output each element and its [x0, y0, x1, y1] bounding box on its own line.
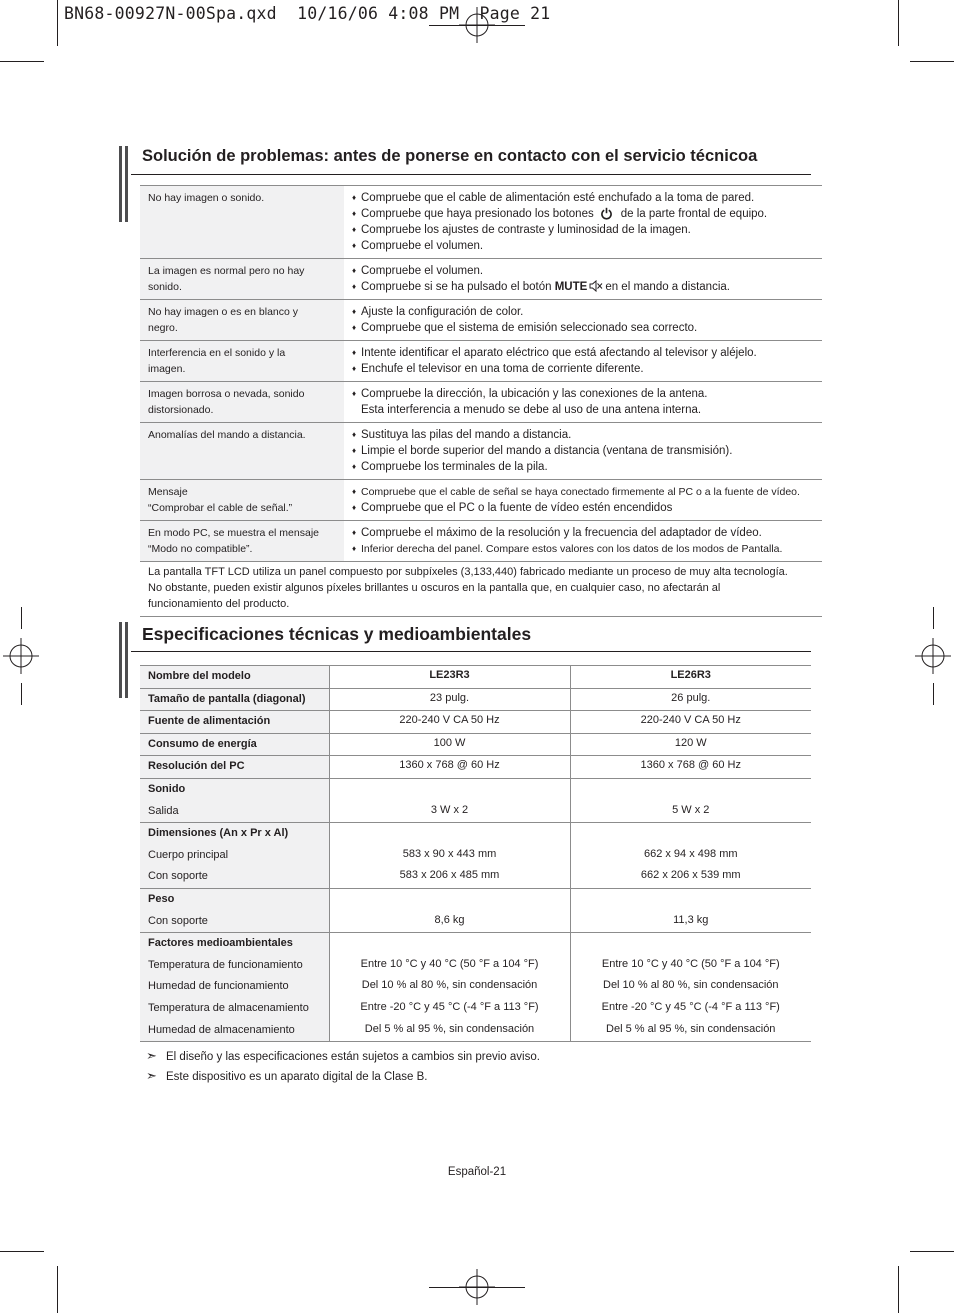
spec-label-cell: [140, 756, 329, 779]
spec-value: 8,6 kg: [434, 913, 465, 926]
page-number: Español-21: [447, 1166, 507, 1178]
spec-value: 1360 x 768 @ 60 Hz: [640, 759, 741, 772]
table-row: [140, 933, 811, 1042]
problem-text: “Modo no compatible”.: [148, 543, 253, 555]
spec-value: 3 W x 2: [430, 803, 469, 816]
spec-label-cell: [140, 711, 329, 734]
table-row: [140, 756, 811, 779]
bullet: ♦: [352, 503, 357, 512]
spec-value-cell: [329, 778, 570, 822]
crop-mark: [57, 1266, 58, 1313]
spec-label-cell: [140, 688, 329, 711]
bullet: ♦: [352, 307, 357, 316]
solution-text: Compruebe la dirección, la ubicación y las conexiones de la antena.: [361, 388, 708, 400]
footnote-text: El diseño y las especificaciones están sujetos a cambios sin previo aviso.: [166, 1051, 540, 1063]
spec-value-cell: [329, 888, 570, 932]
spec-value-cell: [329, 666, 570, 689]
table-row: [140, 259, 822, 300]
bullet: ♦: [352, 225, 357, 234]
solution-text: Compruebe el máximo de la resolución y la frecuencia del adaptador de vídeo.: [361, 527, 762, 539]
crop-mark: [21, 683, 22, 705]
problem-cell: [140, 341, 344, 382]
spec-value: 220-240 V CA 50 Hz: [640, 714, 741, 727]
spec-value-cell: [329, 756, 570, 779]
spec-value: 583 x 90 x 443 mm: [402, 847, 497, 860]
spec-label-cell: [140, 733, 329, 756]
solution-cell: [344, 480, 822, 521]
problem-text: En modo PC, se muestra el mensaje: [148, 527, 319, 539]
solution-text: Compruebe que haya presionado los botones: [361, 208, 594, 220]
spec-value: 26 pulg.: [671, 691, 711, 704]
spec-value: Del 10 % al 80 %, sin condensación: [603, 979, 779, 992]
spec-value-cell: [329, 823, 570, 889]
spec-value-cell: [570, 823, 811, 889]
footnote: [146, 1068, 540, 1088]
solution-text: Compruebe que el sistema de emisión seleccionado sea correcto.: [361, 322, 698, 334]
arrow-icon: ➣: [146, 1068, 157, 1083]
bullet: ♦: [352, 430, 357, 439]
footnote: [146, 1048, 540, 1068]
model-le26r3: LE26R3: [670, 669, 711, 681]
crop-mark: [910, 61, 954, 62]
problem-text: distorsionado.: [148, 404, 214, 416]
table-row: [140, 733, 811, 756]
note-line: No obstante, pueden existir algunos píxeles brillantes u oscuros en la pantalla que, en cualquier caso, no afectarán al: [148, 582, 721, 594]
crop-mark: [910, 1251, 954, 1252]
table-row: [140, 480, 822, 521]
table-row: [140, 823, 811, 889]
table-row: [140, 521, 822, 562]
spec-value: 662 x 94 x 498 mm: [643, 847, 738, 860]
problem-text: imagen.: [148, 363, 186, 375]
spec-label-cell: [140, 823, 329, 889]
spec-value-cell: [329, 733, 570, 756]
problem-text: No hay imagen o sonido.: [148, 192, 265, 204]
spec-value: 5 W x 2: [672, 803, 710, 816]
troubleshooting-title: Solución de problemas: antes de ponerse en contacto con el servicio técnicoa: [142, 147, 758, 165]
crop-mark: [933, 683, 934, 705]
spec-value-cell: [570, 778, 811, 822]
solution-text: Compruebe si se ha pulsado el botón: [361, 281, 552, 293]
section-rule: [131, 174, 811, 175]
crop-mark: [57, 0, 58, 46]
mute-label: MUTE: [554, 281, 588, 293]
spec-value: 220-240 V CA 50 Hz: [399, 714, 500, 727]
bullet: ♦: [352, 282, 357, 291]
spec-value: Entre -20 °C y 45 °C (-4 °F a 113 °F): [360, 1000, 539, 1013]
spec-value: Entre 10 °C y 40 °C (50 °F a 104 °F): [360, 957, 539, 970]
footnotes: [146, 1048, 540, 1088]
solution-text: en el mando a distancia.: [605, 281, 730, 293]
section-bar: [119, 622, 122, 698]
registration-mark-icon: [3, 638, 39, 674]
spec-value: 11,3 kg: [673, 913, 709, 926]
spec-label: Humedad de almacenamiento: [148, 1023, 295, 1036]
registration-mark-icon: [459, 1269, 495, 1305]
solution-text: Compruebe el volumen.: [361, 240, 484, 252]
footnote-text: Este dispositivo es un aparato digital de la Clase B.: [166, 1071, 428, 1083]
spec-group-heading: Sonido: [148, 782, 186, 795]
problem-cell: [140, 259, 344, 300]
solution-cell: [344, 300, 822, 341]
spec-value: 583 x 206 x 485 mm: [399, 869, 500, 882]
spec-value: Del 5 % al 95 %, sin condensación: [364, 1022, 535, 1035]
spec-value-cell: [329, 688, 570, 711]
solution-text: Intente identificar el aparato eléctrico que está afectando al televisor y aléjelo.: [361, 347, 757, 359]
problem-text: sonido.: [148, 281, 182, 293]
note-line: funcionamiento del producto.: [148, 598, 290, 610]
spec-group-heading: Factores medioambientales: [148, 937, 293, 950]
crop-mark: [0, 61, 44, 62]
problem-text: Imagen borrosa o nevada, sonido: [148, 388, 305, 400]
model-le23r3: LE23R3: [429, 669, 470, 681]
spec-value: Entre -20 °C y 45 °C (-4 °F a 113 °F): [601, 1000, 780, 1013]
bullet: ♦: [352, 528, 357, 537]
solution-cell: [344, 521, 822, 562]
spec-label: Temperatura de almacenamiento: [148, 1001, 309, 1014]
crop-mark: [0, 1251, 44, 1252]
solution-text: Compruebe que el cable de señal se haya conectado firmemente al PC o a la fuente de vídeo.: [361, 486, 800, 498]
bullet: ♦: [352, 487, 357, 496]
solution-cell: [344, 186, 822, 259]
table-row: [140, 666, 811, 689]
spec-value: 23 pulg.: [429, 691, 470, 704]
problem-text: La imagen es normal pero no hay: [148, 265, 305, 277]
crop-mark: [898, 0, 899, 46]
solution-text: Compruebe que el cable de alimentación esté enchufado a la toma de pared.: [361, 192, 755, 204]
spec-label: Fuente de alimentación: [148, 715, 271, 728]
spec-value-cell: [570, 666, 811, 689]
table-row: [140, 711, 811, 734]
spec-label: Cuerpo principal: [148, 848, 229, 861]
spec-value: 662 x 206 x 539 mm: [640, 869, 741, 882]
bullet: ♦: [352, 446, 357, 455]
bullet: ♦: [352, 209, 357, 218]
spec-label-cell: [140, 666, 329, 689]
section-bar: [125, 622, 128, 698]
solution-text: de la parte frontal de equipo.: [620, 208, 768, 220]
spec-value-cell: [570, 733, 811, 756]
bullet: ♦: [352, 266, 357, 275]
spec-label: Resolución del PC: [148, 760, 245, 773]
problem-cell: [140, 423, 344, 480]
spec-value-cell: [570, 756, 811, 779]
bullet: ♦: [352, 323, 357, 332]
solution-cell: [344, 423, 822, 480]
spec-value-cell: [570, 688, 811, 711]
spec-value-cell: [570, 888, 811, 932]
spec-value: Entre 10 °C y 40 °C (50 °F a 104 °F): [601, 957, 780, 970]
crop-mark: [933, 607, 934, 629]
mute-icon: [589, 280, 603, 292]
spec-label-cell: [140, 933, 329, 1042]
problem-text: No hay imagen o es en blanco y: [148, 306, 299, 318]
spec-value-cell: [329, 711, 570, 734]
arrow-icon: ➣: [146, 1048, 157, 1063]
spec-group-heading: Dimensiones (An x Pr x Al): [148, 827, 289, 840]
bullet: ♦: [352, 241, 357, 250]
model-name-label: Nombre del modelo: [148, 670, 251, 682]
spec-label: Con soporte: [148, 914, 208, 927]
spec-value-cell: [570, 711, 811, 734]
solution-text: Compruebe los ajustes de contraste y luminosidad de la imagen.: [361, 224, 691, 236]
problem-cell: [140, 521, 344, 562]
specs-table: [140, 665, 811, 1042]
solution-text: Limpie el borde superior del mando a distancia (ventana de transmisión).: [361, 445, 733, 457]
crop-mark: [898, 1266, 899, 1313]
bullet: ♦: [352, 544, 357, 553]
bullet: ♦: [352, 462, 357, 471]
spec-label: Humedad de funcionamiento: [148, 980, 289, 993]
crop-mark: [21, 607, 22, 629]
troubleshooting-table: [140, 185, 822, 617]
bullet: ♦: [352, 364, 357, 373]
spec-value: 100 W: [433, 736, 466, 749]
spec-group-heading: Peso: [148, 892, 175, 905]
bullet: ♦: [352, 193, 357, 202]
spec-value-cell: [570, 933, 811, 1042]
problem-text: Anomalías del mando a distancia.: [148, 429, 306, 441]
problem-cell: [140, 186, 344, 259]
spec-value: Del 5 % al 95 %, sin condensación: [606, 1022, 776, 1035]
problem-cell: [140, 480, 344, 521]
solution-text: Ajuste la configuración de color.: [361, 306, 524, 318]
spec-value: 1360 x 768 @ 60 Hz: [399, 759, 500, 772]
solution-text: Inferior derecha del panel. Compare estos valores con los datos de los modos de Pantalla.: [361, 543, 783, 555]
section-bar: [119, 146, 122, 222]
table-row: [140, 778, 811, 822]
table-row: [140, 382, 822, 423]
solution-text: Sustituya las pilas del mando a distancia.: [361, 429, 572, 441]
spec-label-cell: [140, 778, 329, 822]
section-bar: [125, 146, 128, 222]
lcd-note: [140, 562, 822, 617]
spec-label-cell: [140, 888, 329, 932]
table-row: [140, 562, 822, 617]
problem-cell: [140, 300, 344, 341]
table-row: [140, 300, 822, 341]
spec-label: Salida: [148, 804, 179, 817]
spec-value-cell: [329, 933, 570, 1042]
table-row: [140, 688, 811, 711]
table-row: [140, 186, 822, 259]
spec-value: 120 W: [674, 736, 707, 749]
problem-text: negro.: [148, 322, 178, 334]
section-rule: [131, 651, 811, 652]
solution-text: Enchufe el televisor en una toma de corriente diferente.: [361, 363, 644, 375]
solution-text: Compruebe que el PC o la fuente de vídeo estén encendidos: [361, 502, 673, 514]
table-row: [140, 888, 811, 932]
table-row: [140, 423, 822, 480]
solution-cell: [344, 259, 822, 300]
problem-text: Interferencia en el sonido y la: [148, 347, 286, 359]
problem-cell: [140, 382, 344, 423]
specs-title: Especificaciones técnicas y medioambientales: [142, 624, 532, 644]
solution-cell: [344, 382, 822, 423]
solution-text: Esta interferencia a menudo se debe al uso de una antena interna.: [361, 404, 702, 416]
table-row: [140, 341, 822, 382]
solution-cell: [344, 341, 822, 382]
spec-label: Tamaño de pantalla (diagonal): [148, 692, 306, 705]
spec-label: Temperatura de funcionamiento: [148, 958, 303, 971]
solution-text: Compruebe los terminales de la pila.: [361, 461, 548, 473]
print-slug: BN68-00927N-00Spa.qxd 10/16/06 4:08 PM Page 21: [64, 4, 551, 23]
bullet: ♦: [352, 389, 357, 398]
spec-value: Del 10 % al 80 %, sin condensación: [361, 979, 538, 992]
spec-label: Con soporte: [148, 870, 208, 883]
bullet: ♦: [352, 348, 357, 357]
solution-text: Compruebe el volumen.: [361, 265, 484, 277]
problem-text: “Comprobar el cable de señal.”: [148, 502, 293, 514]
problem-text: Mensaje: [148, 486, 188, 498]
power-icon: [600, 207, 613, 220]
registration-mark-icon: [915, 638, 951, 674]
note-line: La pantalla TFT LCD utiliza un panel compuesto por subpíxeles (3,133,440) fabricado mediante un proceso de muy alta tecnología.: [148, 566, 788, 578]
spec-label: Consumo de energía: [148, 737, 257, 750]
